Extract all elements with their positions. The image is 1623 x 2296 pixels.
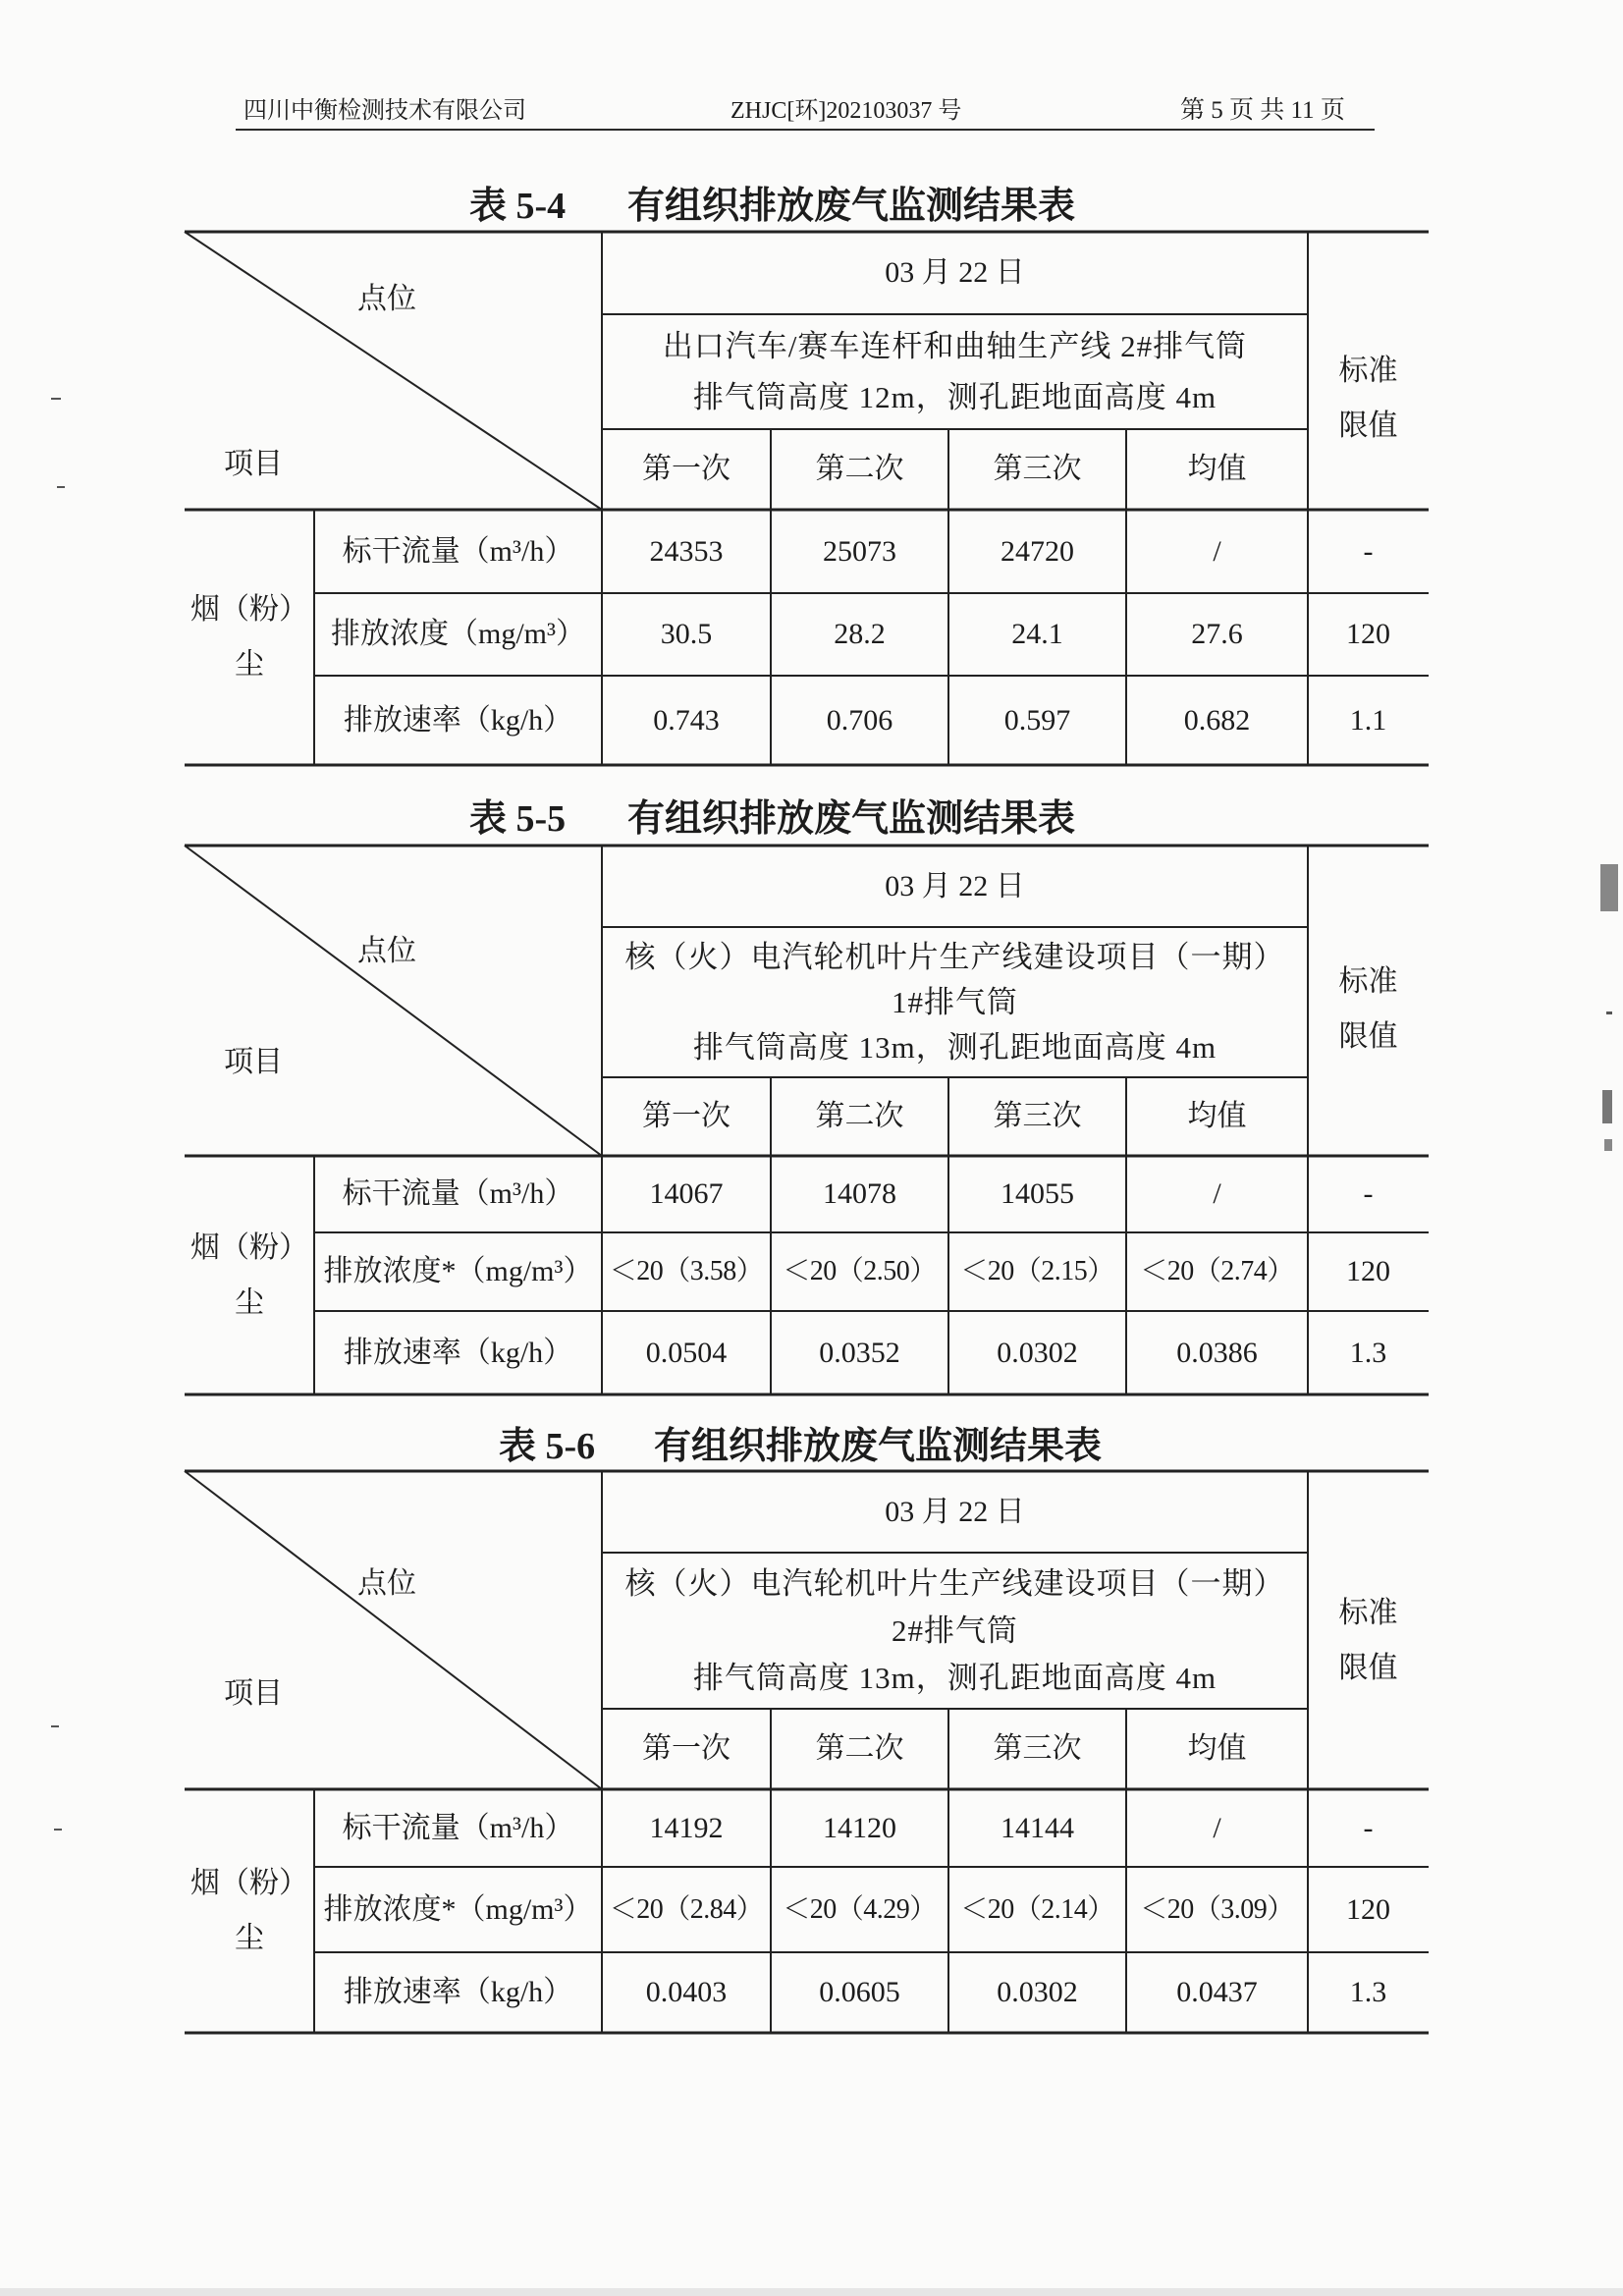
row-item: 排放浓度*（mg/m³） xyxy=(323,1892,593,1926)
cell-value: / xyxy=(1213,534,1221,568)
cell-value: 14120 xyxy=(823,1811,896,1844)
cell-value: ＜20（3.58） xyxy=(609,1256,764,1286)
scan-mark xyxy=(51,1725,59,1727)
cell-limit: 120 xyxy=(1346,1892,1390,1926)
column-header: 均值 xyxy=(1187,1100,1247,1132)
table-title: 有组织排放废气监测结果表 xyxy=(627,186,1076,227)
scan-edge-mark xyxy=(1602,1090,1612,1123)
cell-value: 24353 xyxy=(649,534,724,568)
row-item: 排放浓度*（mg/m³） xyxy=(323,1255,593,1287)
limit-header-cell xyxy=(1308,1510,1429,1772)
cell-value: 24720 xyxy=(1001,534,1074,568)
results-table-5-4 xyxy=(185,232,1429,765)
corner-item-label: 项目 xyxy=(224,448,283,480)
cell-value: ＜20（4.29） xyxy=(783,1893,937,1925)
table-title: 有组织排放废气监测结果表 xyxy=(627,798,1076,840)
row-item: 标干流量（m³/h） xyxy=(342,1811,574,1844)
pollutant-group-cell xyxy=(185,510,314,765)
sampling-location xyxy=(602,314,1308,429)
cell-value: 14067 xyxy=(649,1177,724,1210)
header-diagonal-line xyxy=(185,846,602,1156)
cell-value: 0.0504 xyxy=(645,1336,728,1369)
results-table-5-6 xyxy=(185,1471,1429,2033)
pollutant-group: 烟（粉）尘 xyxy=(190,1230,308,1319)
corner-item-label: 项目 xyxy=(224,1046,283,1078)
cell-value: 28.2 xyxy=(834,618,886,650)
scan-mark xyxy=(54,1829,62,1831)
column-header: 第二次 xyxy=(815,1100,904,1132)
column-header: 第三次 xyxy=(993,1100,1082,1132)
pollutant-group: 烟（粉）尘 xyxy=(190,593,308,681)
table-number: 表 5-5 xyxy=(469,798,567,840)
corner-location-label: 点位 xyxy=(357,283,416,315)
report-number: ZHJC[环]202103037 号 xyxy=(730,98,962,124)
cell-value: / xyxy=(1213,1177,1221,1210)
location-line: 1#排气筒 xyxy=(892,984,1018,1019)
cell-value: 0.0302 xyxy=(997,1976,1078,2008)
cell-value: 0.0403 xyxy=(645,1976,728,2008)
table-title: 有组织排放废气监测结果表 xyxy=(654,1426,1103,1467)
cell-value: 25073 xyxy=(823,534,896,568)
cell-value: 0.597 xyxy=(1003,703,1071,737)
table-number: 表 5-6 xyxy=(499,1426,596,1467)
column-header: 第三次 xyxy=(993,453,1082,485)
location-line: 出口汽车/赛车连杆和曲轴生产线 2#排气筒 xyxy=(662,328,1248,363)
row-item: 标干流量（m³/h） xyxy=(342,1177,574,1210)
column-header: 第一次 xyxy=(642,453,730,485)
cell-value: 0.743 xyxy=(653,703,720,737)
corner-location-label: 点位 xyxy=(357,1567,416,1600)
limit-header: 标准限值 xyxy=(1338,1597,1398,1684)
limit-header-cell xyxy=(1308,885,1429,1134)
cell-value: 14055 xyxy=(1001,1177,1074,1210)
cell-value: 0.0437 xyxy=(1176,1976,1258,2008)
column-header: 均值 xyxy=(1187,453,1247,485)
row-item: 排放速率（kg/h） xyxy=(343,1336,573,1369)
sampling-date: 03 月 22 日 xyxy=(885,869,1025,902)
sampling-location xyxy=(602,927,1308,1077)
page-indicator: 第 5 页 共 11 页 xyxy=(1180,97,1345,124)
scan-mark xyxy=(57,486,65,488)
cell-limit: 1.3 xyxy=(1349,1976,1387,2008)
limit-header-cell xyxy=(1308,291,1429,507)
pollutant-group: 烟（粉）尘 xyxy=(190,1867,308,1954)
location-line: 排气筒高度 12m，测孔距地面高度 4m xyxy=(692,379,1217,414)
cell-limit: - xyxy=(1363,534,1374,568)
limit-header: 标准限值 xyxy=(1338,965,1398,1053)
cell-value: ＜20（2.50） xyxy=(783,1256,937,1286)
cell-value: ＜20（2.14） xyxy=(960,1893,1114,1925)
sampling-location xyxy=(602,1553,1308,1709)
company-name: 四川中衡检测技术有限公司 xyxy=(243,98,526,124)
cell-value: 14144 xyxy=(1001,1811,1074,1844)
cell-value: ＜20（2.15） xyxy=(960,1256,1114,1286)
cell-value: ＜20（3.09） xyxy=(1140,1893,1294,1925)
row-item: 排放速率（kg/h） xyxy=(343,703,573,737)
cell-limit: 120 xyxy=(1346,618,1390,650)
row-item: 标干流量（m³/h） xyxy=(342,534,574,568)
row-item: 排放浓度（mg/m³） xyxy=(331,618,585,650)
cell-value: 27.6 xyxy=(1191,618,1243,650)
cell-value: ＜20（2.74） xyxy=(1140,1256,1294,1286)
cell-limit: - xyxy=(1363,1811,1374,1844)
cell-limit: - xyxy=(1363,1177,1374,1210)
scan-mark xyxy=(51,398,61,400)
pollutant-group-cell xyxy=(185,1156,314,1394)
cell-value: 30.5 xyxy=(660,618,713,650)
location-line: 排气筒高度 13m，测孔距地面高度 4m xyxy=(692,1660,1217,1695)
cell-limit: 1.1 xyxy=(1349,703,1387,737)
cell-value: / xyxy=(1213,1811,1221,1844)
cell-value: 14078 xyxy=(823,1177,896,1210)
header-rule xyxy=(236,129,1375,131)
cell-value: 0.0302 xyxy=(997,1336,1078,1369)
location-line: 核（火）电汽轮机叶片生产线建设项目（一期） xyxy=(624,939,1285,974)
cell-value: 0.0386 xyxy=(1176,1336,1258,1369)
results-table-5-5 xyxy=(185,846,1429,1394)
cell-value: 0.0352 xyxy=(819,1336,900,1369)
scan-edge-mark xyxy=(1600,864,1618,911)
location-line: 2#排气筒 xyxy=(892,1613,1018,1648)
sampling-date: 03 月 22 日 xyxy=(885,256,1025,289)
column-header: 第二次 xyxy=(815,1732,904,1765)
cell-value: 24.1 xyxy=(1011,618,1063,650)
header-diagonal-line xyxy=(185,1471,602,1789)
location-line: 核（火）电汽轮机叶片生产线建设项目（一期） xyxy=(624,1565,1285,1601)
column-header: 第一次 xyxy=(642,1732,730,1765)
sampling-date: 03 月 22 日 xyxy=(885,1495,1025,1528)
corner-location-label: 点位 xyxy=(357,935,416,967)
scan-edge-mark xyxy=(1604,1139,1612,1151)
cell-limit: 120 xyxy=(1346,1255,1390,1287)
pollutant-group-cell xyxy=(185,1789,314,2033)
cell-limit: 1.3 xyxy=(1349,1336,1387,1369)
cell-value: 0.706 xyxy=(826,703,893,737)
column-header: 第三次 xyxy=(993,1732,1082,1765)
column-header: 第一次 xyxy=(642,1100,730,1132)
location-line: 排气筒高度 13m，测孔距地面高度 4m xyxy=(692,1029,1217,1065)
cell-value: ＜20（2.84） xyxy=(609,1893,764,1925)
cell-value: 0.0605 xyxy=(819,1976,900,2008)
column-header: 均值 xyxy=(1187,1732,1247,1765)
table-number: 表 5-4 xyxy=(469,186,567,227)
row-item: 排放速率（kg/h） xyxy=(343,1976,573,2008)
scan-edge-mark xyxy=(1606,1011,1612,1014)
column-header: 第二次 xyxy=(815,453,904,485)
corner-item-label: 项目 xyxy=(224,1677,283,1710)
cell-value: 0.682 xyxy=(1183,703,1251,737)
limit-header: 标准限值 xyxy=(1338,355,1398,442)
scan-bottom-band xyxy=(0,2288,1623,2296)
cell-value: 14192 xyxy=(649,1811,724,1844)
